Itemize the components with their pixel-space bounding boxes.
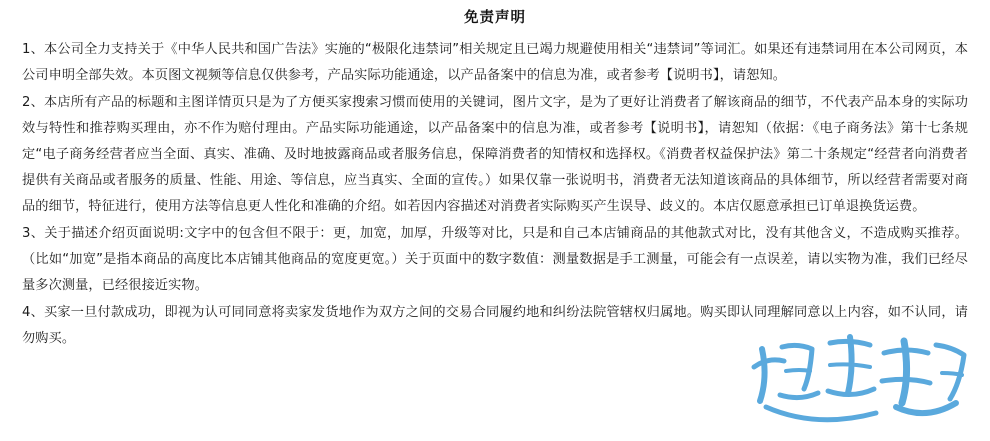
page-title: 免责声明 (464, 10, 526, 26)
clause-3: 3、关于描述介绍页面说明:文字中的包含但不限于：更，加宽，加厚，升级等对比，只是和自己本店铺商品的其他款式对比，没有其他含义，不造成购买推荐。（比如“加宽”是指本商品的高度比本店铺其他商品的宽度更宽。）关于页面中的数字数值：测量数据是手工测量，可能会有一点误差，请以实物为准，我们已经尽量多次测量，已经很接近实物。 (22, 226, 968, 293)
clause-2: 2、本店所有产品的标题和主图详情页只是为了方便买家搜索习惯而使用的关键词，图片文字，是为了更好让消费者了解该商品的细节，不代表产品本身的实际功效与特性和推荐购买理由，亦不作为赔付理由。产品实际功能通途，以产品备案中的信息为准，或者参考【说明书】，请恕知（依据：《电子商务法》第十七条规定“电子商务经营者应当全面、真实、准确、及时地披露商品或者服务信息，保障消费者的知情权和选择权。《消费者权益保护法》第二十条规定“经营者向消费者提供有关商品或者服务的质量、性能、用途、等信息，应当真实、全面的宣传。）如果仅靠一张说明书，消费者无法知道该商品的具体细节，所以经营者需要对商品的细节，特征进行，使用方法等信息更人性化和准确的介绍。如若因内容描述对消费者实际购买产生误导、歧义的。本店仅愿意承担已订单退换货运费。 (22, 95, 968, 214)
clause-4: 4、买家一旦付款成功，即视为认可同同意将卖家发货地作为双方之间的交易合同履约地和纠纷法院管辖权归属地。购买即认同理解同意以上内容，如不认同，请勿购买。 (22, 305, 968, 346)
clause-1: 1、本公司全力支持关于《中华人民共和国广告法》实施的“极限化违禁词”相关规定且已竭力规避使用相关“违禁词”等词汇。如果还有违禁词用在本公司网页，本公司申明全部失效。本页图文视频等信息仅供参考，产品实际功能通途，以产品备案中的信息为准，或者参考【说明书】，请恕知。 (22, 42, 968, 83)
